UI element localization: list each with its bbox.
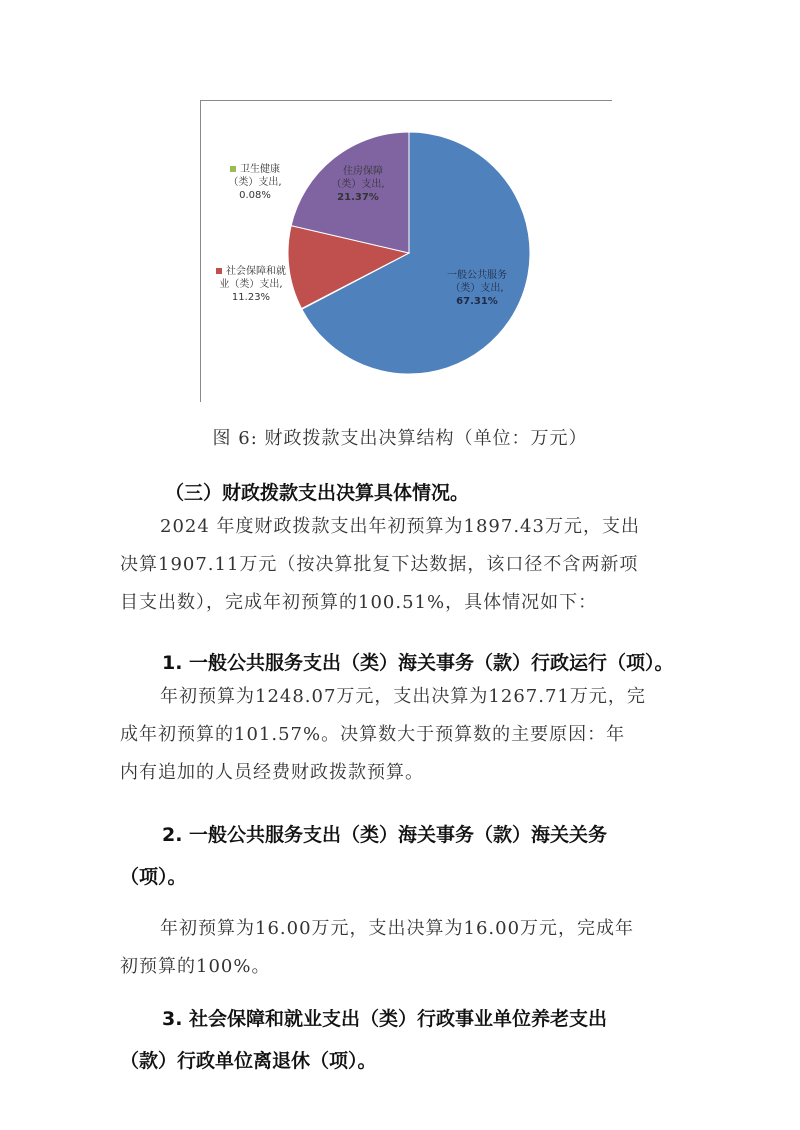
item1-line-1: 年初预算为1248.07万元，支出决算为1267.71万元，完: [160, 686, 646, 707]
label-housing-l1: 住房保障: [343, 166, 383, 177]
section-heading: （三）财政拨款支出决算具体情况。: [165, 482, 470, 504]
label-health-l1: 卫生健康: [240, 164, 280, 175]
label-general-l1: 一般公共服务: [447, 270, 507, 281]
pie-chart-svg: [201, 101, 613, 403]
figure-caption: 图 6: 财政拨款支出决算结构（单位：万元）: [212, 428, 588, 449]
intro-line-1: 2024 年度财政拨款支出年初预算为1897.43万元，支出: [160, 516, 640, 537]
item3-heading-line-1: 3. 社会保障和就业支出（类）行政事业单位养老支出: [162, 1008, 608, 1030]
item2-line-1: 年初预算为16.00万元，支出决算为16.00万元，完成年: [160, 918, 635, 939]
legend-marker-social: [216, 268, 222, 274]
label-housing-pct: 21.37%: [337, 192, 379, 203]
label-health-l2: （类）支出,: [228, 177, 282, 188]
item2-paragraph: [120, 910, 700, 986]
label-housing-l2: （类）支出,: [331, 179, 385, 190]
item2-line-2: 初预算的100%。: [120, 956, 271, 977]
intro-line-3: 目支出数），完成年初预算的100.51%，具体情况如下：: [120, 592, 598, 613]
label-social-l2: 业（类）支出,: [219, 279, 283, 290]
item3-heading-line-2: （款）行政单位离退休（项）。: [120, 1050, 377, 1072]
label-social-pct: 11.23%: [231, 292, 271, 303]
label-social: [203, 265, 299, 304]
item1-line-3: 内有追加的人员经费财政拨款预算。: [120, 762, 424, 783]
label-general: [429, 269, 525, 308]
label-general-pct: 67.31%: [456, 296, 498, 307]
label-health-pct: 0.08%: [239, 190, 271, 201]
intro-paragraph: [120, 508, 700, 622]
item1-heading: 1. 一般公共服务支出（类）海关事务（款）行政运行（项）。: [162, 652, 674, 674]
legend-marker-housing: [333, 168, 339, 174]
item1-line-2: 成年初预算的101.57%。决算数大于预算数的主要原因：年: [120, 724, 626, 745]
intro-line-2: 决算1907.11万元（按决算批复下达数据，该口径不含两新项: [120, 554, 639, 575]
item1-paragraph: [120, 678, 700, 792]
legend-marker-health: [230, 166, 236, 172]
item2-heading-line-2: （项）。: [120, 866, 187, 888]
pie-chart: [200, 100, 612, 402]
label-social-l1: 社会保障和就: [226, 266, 286, 277]
label-health: [205, 163, 305, 202]
label-housing: [313, 165, 403, 204]
item2-heading-line-1: 2. 一般公共服务支出（类）海关事务（款）海关关务: [162, 824, 608, 846]
label-general-l2: （类）支出,: [450, 283, 504, 294]
